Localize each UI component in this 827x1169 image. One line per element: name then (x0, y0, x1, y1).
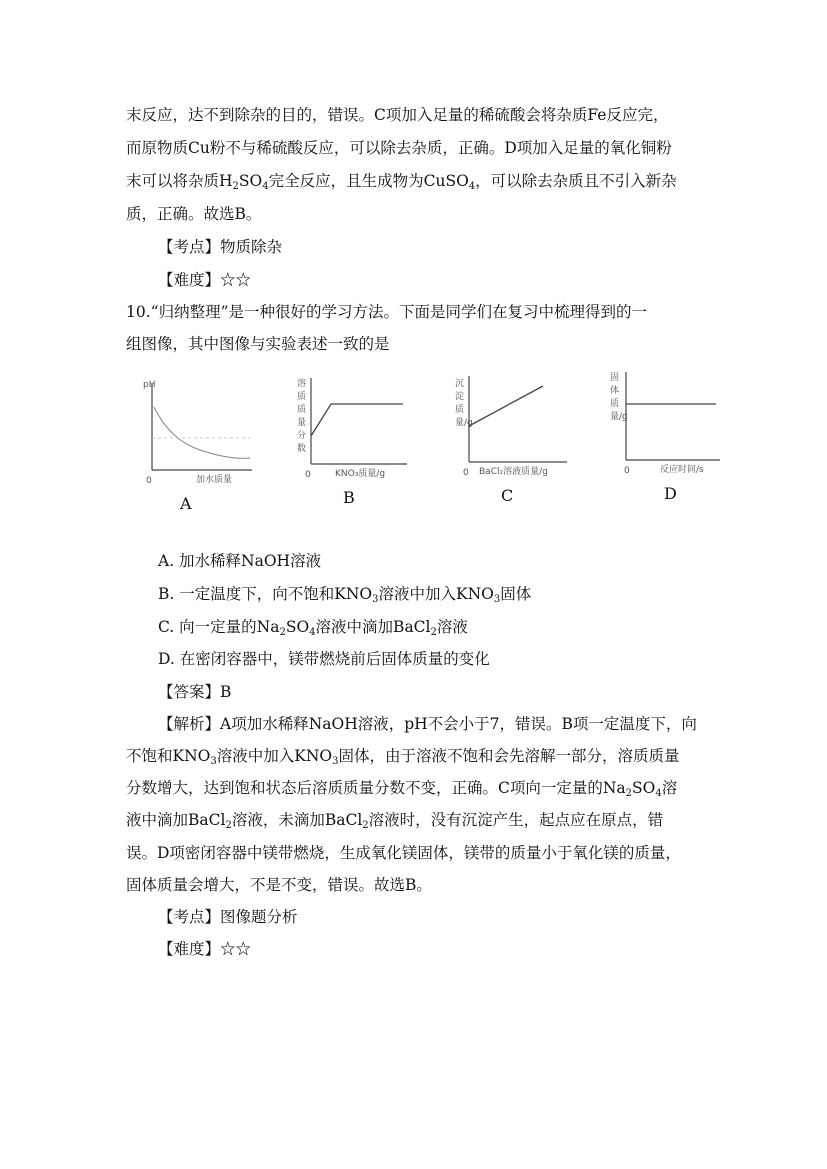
graph-a-caption: A (180, 494, 192, 513)
graph-b-origin: 0 (305, 470, 311, 480)
graph-d-ylabel: 固体质量/g (610, 373, 628, 422)
question-10-line-1: 10.“归纳整理”是一种很好的学习方法。下面是同学们在复习中梳理得到的一 (126, 303, 648, 321)
question-10-line-2: 组图像，其中图像与实验表述一致的是 (126, 335, 390, 353)
graph-b (295, 362, 415, 512)
graph-b-svg (295, 362, 415, 512)
graph-b-xlabel: KNO₃质量/g (335, 469, 386, 479)
graph-c-caption: C (501, 486, 514, 505)
graph-b-line (311, 404, 403, 436)
text-line-4: 质，正确。故选B。 (126, 205, 262, 223)
graph-d-xlabel: 反应时间/s (660, 465, 704, 475)
graph-a-svg (140, 362, 260, 512)
option-c: C. 向一定量的$Na_2SO_4$溶液中滴加BaCl$_2$溶液 (158, 618, 468, 638)
graph-a (140, 362, 260, 512)
graph-c-svg (455, 362, 575, 512)
analysis-line-2: 不饱和$KNO_3$溶液中加入$KNO_3$固体，由于溶液不饱和会先溶解一部分，溶质质量 (126, 747, 680, 767)
analysis-line-6: 固体质量会增大，不是不变，错误。故选B。 (126, 876, 432, 894)
graph-c-ylabel: 沉淀质量/g (455, 379, 473, 428)
graph-c-line (469, 386, 543, 426)
option-d: D. 在密闭容器中，镁带燃烧前后固体质量的变化 (158, 650, 490, 668)
graph-c-origin: 0 (463, 468, 469, 478)
graph-a-xlabel: 加水质量 (196, 475, 233, 485)
text-line-2: 而原物质Cu粉不与稀硫酸反应，可以除去杂质，正确。D项加入足量的氧化铜粉 (126, 139, 672, 157)
option-a: A. 加水稀释NaOH溶液 (158, 552, 322, 570)
graph-d-origin: 0 (624, 466, 630, 476)
nandu-1: 【难度】☆☆ (158, 271, 252, 289)
graph-c-xlabel: BaCl₂溶液质量/g (479, 467, 548, 477)
kaodian-1: 【考点】物质除杂 (158, 238, 283, 256)
graph-d (608, 362, 728, 512)
analysis-line-1: 【解析】A项加水稀释NaOH溶液，pH不会小于7，错误。B项一定温度下，向 (158, 715, 697, 733)
graph-b-caption: B (343, 488, 355, 507)
analysis-line-5: 误。D项密闭容器中镁带燃烧，生成氧化镁固体，镁带的质量小于氧化镁的质量， (126, 844, 681, 862)
option-b: B. 一定温度下，向不饱和$KNO_3$溶液中加入$KNO_3$固体 (158, 585, 532, 605)
graph-a-curve (154, 407, 250, 458)
analysis-line-3: 分数增大，达到饱和状态后溶质质量分数不变，正确。C项向一定量的$Na_2SO_4$溶 (126, 779, 678, 799)
kaodian-2: 【考点】图像题分析 (158, 908, 298, 926)
nandu-2: 【难度】☆☆ (158, 940, 252, 958)
graph-c (455, 362, 575, 512)
graph-a-ylabel: pH (143, 380, 156, 390)
text-line-1: 末反应，达不到除杂的目的，错误。C项加入足量的稀硫酸会将杂质Fe反应完， (126, 106, 669, 124)
graph-d-caption: D (664, 484, 677, 503)
graph-b-ylabel: 溶质质量分数 (297, 379, 307, 454)
graph-a-origin: 0 (146, 476, 152, 486)
answer: 【答案】B (158, 683, 232, 701)
text-line-3: 末可以将杂质$H_2SO_4$完全反应，且生成物为CuSO$_4$，可以除去杂质且不引入新杂 (126, 172, 677, 192)
analysis-line-4: 液中滴加BaCl$_2$溶液，未滴加BaCl$_2$溶液时，没有沉淀产生，起点应在原点，错 (126, 811, 664, 831)
